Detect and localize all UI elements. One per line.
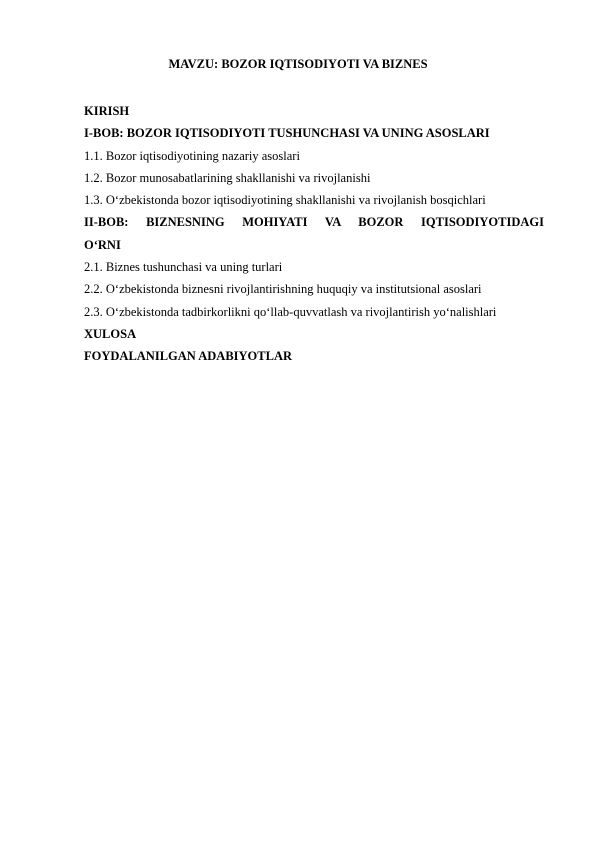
- document-title: MAVZU: BOZOR IQTISODIYOTI VA BIZNES: [168, 57, 428, 71]
- table-of-contents: [84, 103, 544, 371]
- toc-intro: KIRISH: [84, 104, 130, 118]
- toc-section-2-2: 2.2. O‘zbekistonda biznesni rivojlantirishning huquqiy va institutsional asoslari: [84, 282, 482, 297]
- toc-conclusion: XULOSA: [84, 326, 137, 341]
- toc-chapter-2-heading-line-1: II-BOB: BIZNESNING MOHIYATI VA BOZOR IQTISODIYOTIDAGI: [84, 215, 544, 230]
- toc-section-1-3: 1.3. O‘zbekistonda bozor iqtisodiyotining shakllanishi va rivojlanish bosqichlari: [84, 193, 486, 208]
- toc-references: FOYDALANILGAN ADABIYOTLAR: [84, 349, 293, 364]
- toc-section-1-1: 1.1. Bozor iqtisodiyotining nazariy asoslari: [84, 148, 300, 163]
- toc-chapter-2-heading-line-2: O‘RNI: [84, 237, 121, 252]
- toc-section-2-3: 2.3. O‘zbekistonda tadbirkorlikni qo‘llab-quvvatlash va rivojlantirish yo‘nalishlari: [84, 304, 497, 319]
- toc-section-1-2: 1.2. Bozor munosabatlarining shakllanishi va rivojlanishi: [84, 170, 371, 185]
- toc-chapter-1-heading: I-BOB: BOZOR IQTISODIYOTI TUSHUNCHASI VA UNING ASOSLARI: [84, 126, 490, 141]
- toc-section-2-1: 2.1. Biznes tushunchasi va uning turlari: [84, 260, 283, 275]
